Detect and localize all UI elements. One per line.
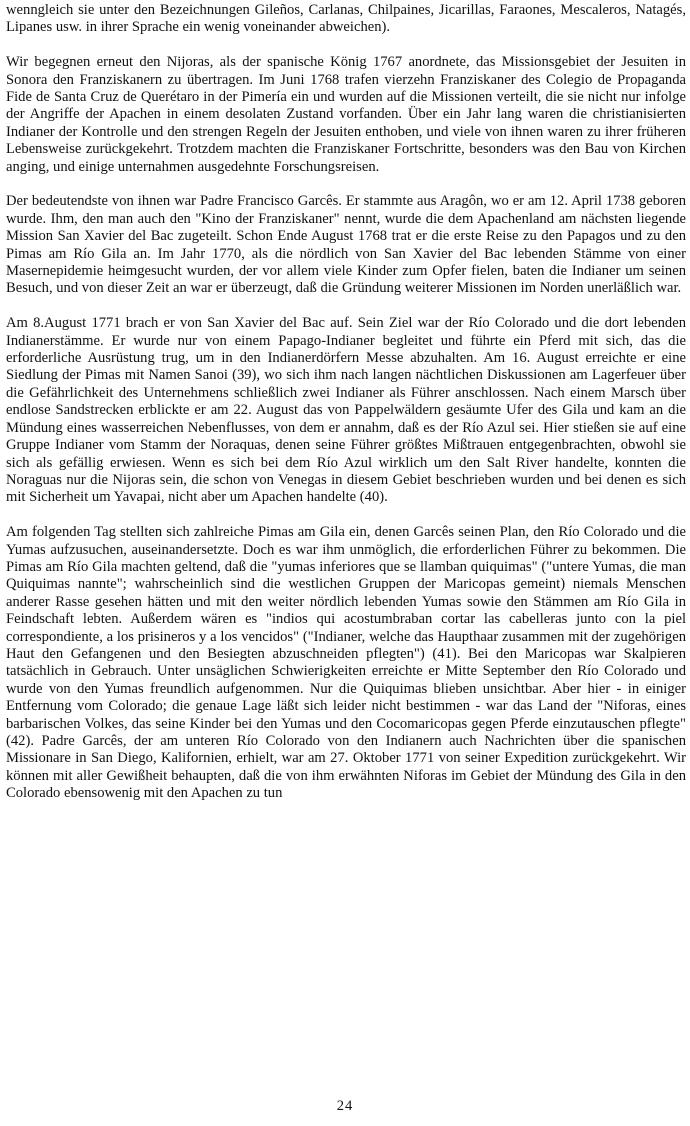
paragraph-5: Am folgenden Tag stellten sich zahlreiche Pimas am Gila ein, denen Garcês seinen Plan, den Río Colorado und die Yumas aufzusuchen, auseinandersetzte. Doch es war ihm unmöglich, die erforderlichen Führer zu bekommen. Die Pimas am Río Gila machten geltend, daß die "yumas inferiores que se llamban quiquimas" ("untere Yumas, die man Quiquimas nannte"; wahrscheinlich sind die westlichen Gruppen der Maricopas gemeint) niemals Menschen anderer Rasse gesehen hätten und mit den weiter nördlich lebenden Yumas sowie den Stämmen am Río Gila in Feindschaft lebten. Außerdem wären es "indios qui acostumbraban cortar las cabelleras junto con la piel correspondiente, a los prisineros y a los vencidos" ("Indianer, welche das Haupthaar zusammen mit der zugehörigen Haut den Gefangenen und den Besiegten abzuschneiden pflegten") (41). Bei den Maricopas war Skalpieren tatsächlich in Gebrauch. Unter unsäglichen Schwierigkeiten erreichte er Mitte September den Río Colorado und wurde von den Yumas freundlich aufgenommen. Nur die Quiquimas blieben unsichtbar. Aber hier - in einiger Entfernung vom Colorado; die genaue Lage läßt sich leider nicht bestimmen - war das Land der "Niforas, eines barbarischen Volkes, das seine Kinder bei den Yumas und den Cocomaricopas gegen Pferde einzutauschen pflegte" (42). Padre Garcês, der am unteren Río Colorado von den Indianern auch Nachrichten über die spanischen Missionare in San Diego, Kalifornien, erhielt, war am 27. Oktober 1771 von seiner Expedition zurückgekehrt. Wir können mit aller Gewißheit behaupten, daß die von ihm erwähnten Niforas im Gebiet der Mündung des Gila in den Colorado ebensowenig mit den Apachen zu tun <box>6 524 686 802</box>
paragraph-4: Am 8.August 1771 brach er von San Xavier del Bac auf. Sein Ziel war der Río Colorado und die dort lebenden Indianerstämme. Er wurde nur von einem Papago-Indianer begleitet und führte ein Pferd mit sich, das die erforderliche Ausrüstung trug, um in den Indianerdörfern Messe abzuhalten. Am 16. August erreichte er eine Siedlung der Pimas mit Namen Sanoi (39), wo sich ihm nach langen nächtlichen Diskussionen am Lagerfeuer über die Gefährlichkeit des Unternehmens schließlich zwei Indianer als Führer anschlossen. Nach einem Marsch über endlose Sandstrecken erblickte er am 22. August das von Pappelwäldern gesäumte Ufer des Gila und kam an die Mündung eines wasserreichen Nebenflusses, von dem er annahm, daß es der Río Azul sei. Hier stießen sie auf eine Gruppe Indianer vom Stamm der Noraquas, denen seine Führer größtes Mißtrauen entgegenbrachten, obwohl sie sich als gefällig erwiesen. Wenn es sich bei dem Río Azul wirklich um den Salt River handelte, konnten die Noraguas nur die Nijoras sein, die schon von Venegas in diesem Gebiet beschrieben wurden und bei denen es sich mit Sicherheit um Yavapai, nicht aber um Apachen handelte (40). <box>6 315 686 506</box>
paragraph-2: Wir begegnen erneut den Nijoras, als der spanische König 1767 anordnete, das Missionsgebiet der Jesuiten in Sonora den Franziskanern zu übertragen. Im Juni 1768 trafen vierzehn Franziskaner des Colegio de Propaganda Fide de Santa Cruz de Querétaro in der Pimería ein und wurden auf die Missionen verteilt, die sie nicht nur infolge der Angriffe der Apachen in einem desolaten Zustand vorfanden. Über ein Jahr lang waren die christianisierten Indianer der Kontrolle und den strengen Regeln der Jesuiten enthoben, und viele von ihnen waren zu ihrer früheren Lebensweise zurückgekehrt. Trotzdem machten die Franziskaner Fortschritte, besonders was den Bau von Kirchen anging, und einige unternahmen ausgedehnte Forschungsreisen. <box>6 54 686 175</box>
document-page <box>6 2 686 820</box>
page-number: 24 <box>336 1098 354 1114</box>
paragraph-3: Der bedeutendste von ihnen war Padre Francisco Garcês. Er stammte aus Aragôn, wo er am 12. April 1738 geboren wurde. Ihm, den man auch den "Kino der Franziskaner" nennt, wurde die dem Apachenland am nächsten liegende Mission San Xavier del Bac zugeteilt. Schon Ende August 1768 trat er die erste Reise zu den Papagos und zu den Pimas am Río Gila an. Im Jahr 1770, als die nördlich von San Xavier del Bac lebenden Stämme von einer Masernepidemie heimgesucht wurden, der vor allem viele Kinder zum Opfer fielen, baten die Indianer um seinen Besuch, und von dieser Zeit an war er überzeugt, daß die Gründung weiterer Missionen im Norden unerläßlich war. <box>6 193 686 297</box>
paragraph-1: wenngleich sie unter den Bezeichnungen Gileños, Carlanas, Chilpaines, Jicarillas, Faraones, Mescaleros, Natagés, Lipanes usw. in ihrer Sprache ein wenig voneinander abweichen). <box>6 2 686 36</box>
